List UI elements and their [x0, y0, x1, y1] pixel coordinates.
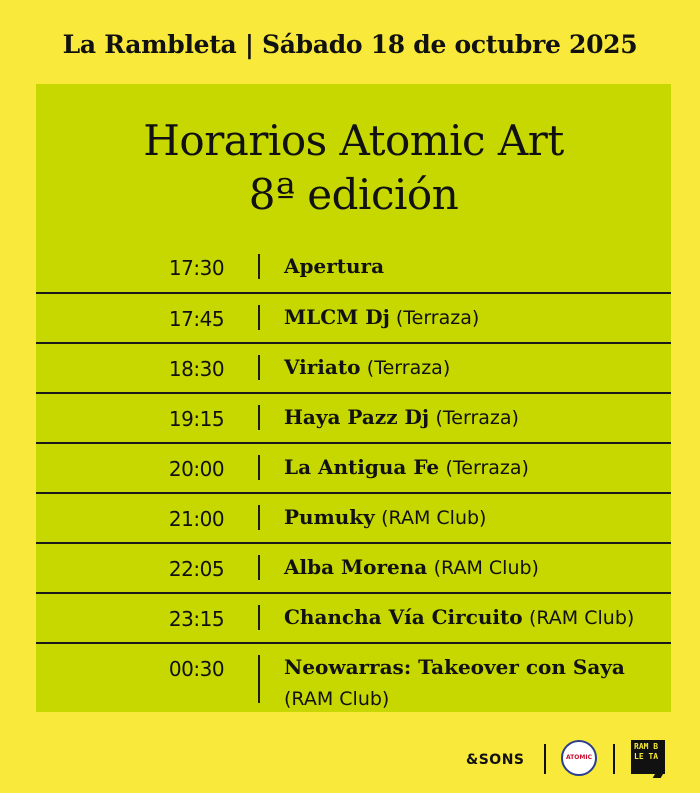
footer-divider	[544, 744, 546, 774]
schedule-act	[284, 251, 669, 283]
schedule-time: 00:30	[168, 657, 225, 681]
rambleta-logo	[631, 740, 665, 778]
atomic-logo-text: ATOMIC	[566, 754, 592, 761]
row-separator	[258, 605, 260, 630]
act-name: Haya Pazz Dj	[284, 405, 430, 429]
schedule-row	[36, 492, 671, 542]
schedule-act	[284, 602, 669, 634]
schedule-time: 17:30	[168, 256, 225, 280]
schedule-list	[36, 243, 671, 712]
page-header: La Rambleta | Sábado 18 de octubre 2025	[62, 30, 638, 59]
row-separator	[258, 455, 260, 480]
schedule-row	[36, 442, 671, 492]
act-name: Viriato	[284, 355, 361, 379]
schedule-act	[284, 652, 669, 715]
act-venue: (Terraza)	[389, 307, 480, 329]
schedule-act	[284, 452, 669, 484]
act-venue: (RAM Club)	[284, 688, 390, 710]
act-name: Neowarras: Takeover con Saya	[284, 655, 625, 679]
act-name: Apertura	[284, 254, 385, 278]
schedule-time: 18:30	[168, 357, 225, 381]
rambleta-logo-text: RAM BLE TA	[634, 742, 659, 761]
title-line-2: 8ª edición	[248, 170, 459, 219]
act-venue: (RAM Club)	[381, 507, 487, 529]
schedule-act	[284, 352, 669, 384]
row-separator	[258, 405, 260, 430]
row-separator	[258, 305, 260, 330]
sons-logo: &SONS	[466, 752, 525, 768]
act-name: La Antigua Fe	[284, 455, 440, 479]
schedule-row	[36, 592, 671, 642]
schedule-act	[284, 302, 669, 334]
schedule-time: 22:05	[168, 557, 225, 581]
row-separator	[258, 355, 260, 380]
schedule-act	[284, 402, 669, 434]
act-venue: (Terraza)	[435, 407, 519, 429]
row-separator	[258, 505, 260, 530]
schedule-row	[36, 243, 671, 292]
schedule-row	[36, 292, 671, 342]
act-name: Pumuky	[284, 505, 375, 529]
schedule-time: 23:15	[168, 607, 225, 631]
footer-divider	[613, 744, 615, 774]
schedule-act	[284, 502, 669, 534]
schedule-time: 20:00	[168, 457, 225, 481]
act-name: MLCM Dj	[284, 305, 390, 329]
schedule-act	[284, 552, 669, 584]
act-venue: (RAM Club)	[528, 607, 635, 629]
title-line-1: Horarios Atomic Art	[143, 116, 564, 165]
act-venue: (RAM Club)	[433, 557, 539, 579]
act-name: Alba Morena	[284, 555, 428, 579]
schedule-row	[36, 542, 671, 592]
row-separator	[258, 254, 260, 279]
schedule-panel	[36, 84, 671, 712]
act-venue: (Terraza)	[445, 457, 529, 479]
schedule-time: 19:15	[168, 407, 225, 431]
schedule-time: 17:45	[168, 307, 225, 331]
row-separator	[258, 655, 260, 703]
schedule-row	[36, 342, 671, 392]
sponsor-footer	[0, 738, 700, 780]
act-venue: (Terraza)	[366, 357, 451, 379]
row-separator	[258, 555, 260, 580]
page-title	[36, 114, 671, 222]
atomic-logo	[561, 740, 597, 776]
schedule-row	[36, 392, 671, 442]
schedule-time: 21:00	[168, 507, 225, 531]
act-name: Chancha Vía Circuito	[284, 605, 523, 629]
schedule-row	[36, 642, 671, 712]
